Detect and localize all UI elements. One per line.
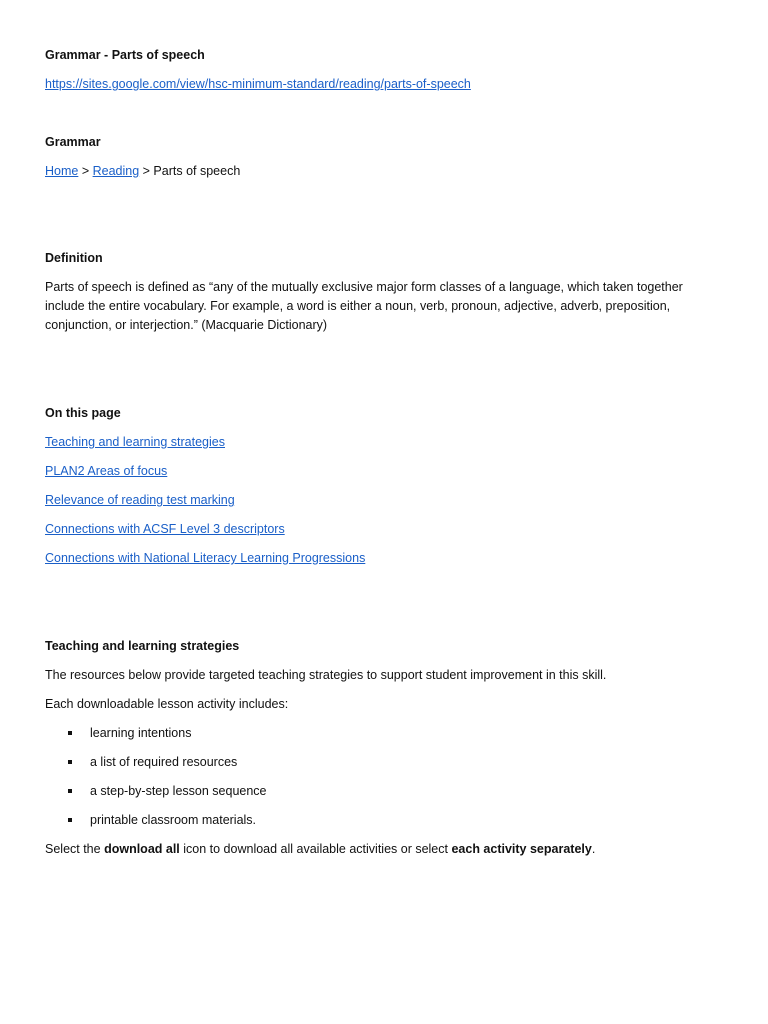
- breadcrumb-home-link[interactable]: Home: [45, 164, 79, 178]
- bullet-icon: [68, 731, 72, 735]
- list-item: [45, 753, 267, 782]
- list-item: [45, 811, 267, 840]
- activity-includes-list: [45, 724, 267, 840]
- on-this-page-heading: On this page: [45, 406, 121, 420]
- download-instructions: [45, 840, 595, 859]
- bullet-icon: [68, 789, 72, 793]
- download-instructions-text: icon to download all available activities or select: [179, 842, 452, 856]
- download-all-emphasis: download all: [104, 842, 180, 856]
- definition-heading: Definition: [45, 251, 103, 265]
- breadcrumb-reading-link[interactable]: Reading: [92, 164, 140, 178]
- each-activity-emphasis: each activity separately: [451, 842, 592, 856]
- download-instructions-text: .: [591, 842, 596, 856]
- list-item-text: printable classroom materials.: [90, 813, 257, 827]
- bullet-icon: [68, 818, 72, 822]
- source-url-link[interactable]: https://sites.google.com/view/hsc-minimum-standard/reading/parts-of-speech: [45, 77, 471, 91]
- toc-link-plan2-areas[interactable]: PLAN2 Areas of focus: [45, 464, 168, 478]
- breadcrumb-current: Parts of speech: [153, 164, 241, 178]
- teaching-includes-text: Each downloadable lesson activity includes:: [45, 697, 289, 711]
- breadcrumb-separator: >: [139, 164, 154, 178]
- teaching-intro: The resources below provide targeted teaching strategies to support student improvement in this skill.: [45, 668, 607, 682]
- document-title: Grammar - Parts of speech: [45, 48, 205, 62]
- teaching-heading: Teaching and learning strategies: [45, 639, 240, 653]
- definition-text: Parts of speech is defined as “any of the mutually exclusive major form classes of a language, which taken together include the entire vocabulary. For example, a word is either a noun, verb, pronoun, adjective, adverb, preposition, conjunction, or interjection.” (Macquarie Dictionary): [45, 280, 683, 332]
- toc-link-teaching-strategies[interactable]: Teaching and learning strategies: [45, 435, 225, 449]
- breadcrumb: [45, 162, 240, 181]
- list-item: [45, 724, 267, 753]
- list-item: [45, 782, 267, 811]
- list-item-text: a step-by-step lesson sequence: [90, 784, 267, 798]
- toc-link-acsf-level3[interactable]: Connections with ACSF Level 3 descriptors: [45, 522, 285, 536]
- toc-link-reading-test-marking[interactable]: Relevance of reading test marking: [45, 493, 235, 507]
- list-item-text: a list of required resources: [90, 755, 238, 769]
- list-item-text: learning intentions: [90, 726, 192, 740]
- bullet-icon: [68, 760, 72, 764]
- download-instructions-text: Select the: [45, 842, 105, 856]
- breadcrumb-separator: >: [78, 164, 93, 178]
- grammar-heading: Grammar: [45, 135, 101, 149]
- toc-link-literacy-progressions[interactable]: Connections with National Literacy Learning Progressions: [45, 551, 366, 565]
